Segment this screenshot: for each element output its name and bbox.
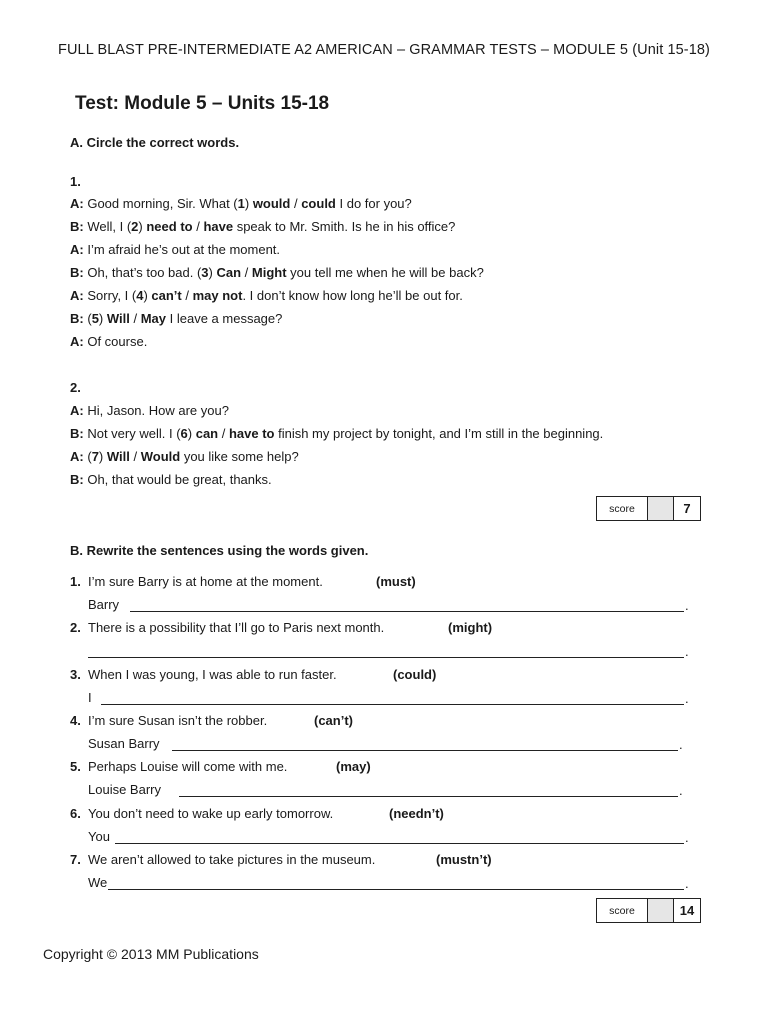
option-word[interactable]: can’t — [151, 288, 182, 303]
keyword-hint: (may) — [336, 759, 371, 775]
answer-period: . — [685, 690, 689, 706]
answer-period: . — [679, 783, 683, 799]
option-word[interactable]: have — [203, 219, 234, 234]
dialogue-text: Oh, that would be great, thanks. — [87, 472, 272, 487]
keyword-hint: (might) — [448, 620, 493, 636]
score-entry-field[interactable] — [648, 497, 674, 520]
dialogue-text: . I don’t know how long he’ll be out for. — [242, 288, 463, 303]
option-word[interactable]: Will — [106, 311, 130, 326]
option-word[interactable]: 5 — [91, 311, 99, 326]
question-sentence: When I was young, I was able to run faster. — [88, 666, 337, 682]
answer-start: We — [88, 874, 108, 890]
answer-start: Barry — [88, 597, 120, 612]
dialogue-line — [70, 196, 412, 211]
keyword-hint: (can’t) — [314, 712, 353, 728]
question-number: 7. — [70, 851, 81, 867]
keyword-hint: (must) — [376, 574, 416, 589]
rewrite-question — [70, 574, 416, 589]
score-entry-field[interactable] — [648, 899, 674, 922]
rewrite-question — [70, 805, 444, 821]
rewrite-question — [70, 759, 371, 775]
dialogue-line — [70, 426, 603, 441]
speaker-label: B: — [70, 219, 88, 234]
question-sentence: You don’t need to wake up early tomorrow. — [88, 805, 334, 821]
option-word[interactable]: May — [140, 311, 167, 326]
option-word[interactable]: Will — [106, 449, 130, 464]
dialogue-text: Oh, that’s too bad. ( — [87, 265, 202, 280]
question-number: 5. — [70, 759, 81, 775]
dialogue-text: speak to Mr. Smith. Is he in his office? — [233, 219, 456, 234]
answer-line[interactable] — [101, 704, 684, 705]
dialogue-text: / — [129, 311, 141, 326]
option-word[interactable]: have to — [228, 426, 275, 441]
dialogue-line — [70, 472, 272, 487]
dialogue-line — [70, 311, 282, 326]
score-box-a — [596, 496, 701, 521]
dialogue-text: / — [241, 265, 252, 280]
dialogue-text: ) — [244, 196, 253, 211]
answer-start: You — [88, 828, 110, 844]
dialogue-text: finish my project by tonight, and I’m still in the beginning. — [274, 426, 604, 441]
page-header: FULL BLAST PRE-INTERMEDIATE A2 AMERICAN – GRAMMAR TESTS – MODULE 5 (Unit 15-18) — [58, 42, 710, 58]
dialogue-line — [70, 265, 484, 280]
question-number: 2. — [70, 620, 81, 636]
question-number: 4. — [70, 712, 81, 728]
dialogue-text: / — [181, 288, 193, 303]
option-word[interactable]: 2 — [131, 219, 139, 234]
dialogue-text: I’m afraid he’s out at the moment. — [87, 242, 281, 257]
option-word[interactable]: 1 — [237, 196, 245, 211]
dialogue-text: / — [218, 426, 229, 441]
rewrite-question — [70, 851, 492, 867]
dialogue-text: ) — [187, 426, 196, 441]
keyword-hint: (mustn’t) — [436, 851, 492, 867]
answer-period: . — [685, 644, 689, 660]
option-word[interactable]: 3 — [201, 265, 209, 280]
speaker-label: B: — [70, 426, 88, 441]
question-sentence: I’m sure Barry is at home at the moment. — [88, 574, 323, 589]
dialogue-text: / — [129, 449, 141, 464]
option-word[interactable]: 6 — [180, 426, 188, 441]
dialogue-text: / — [290, 196, 302, 211]
dialogue-text: Not very well. I ( — [87, 426, 181, 441]
dialogue-1-number: 1. — [70, 174, 81, 189]
answer-period: . — [685, 598, 689, 613]
answer-period: . — [685, 875, 689, 891]
score-value: 14 — [679, 903, 695, 918]
answer-line[interactable] — [88, 657, 684, 658]
speaker-label: B: — [70, 311, 88, 326]
dialogue-line — [70, 242, 280, 257]
dialogue-text: you tell me when he will be back? — [286, 265, 484, 280]
dialogue-line — [70, 403, 229, 418]
dialogue-text: Hi, Jason. How are you? — [87, 403, 229, 418]
dialogue-text: Good morning, Sir. What ( — [87, 196, 238, 211]
answer-start: Susan Barry — [88, 735, 160, 751]
dialogue-text: ) — [208, 265, 217, 280]
answer-line[interactable] — [115, 843, 684, 844]
option-word[interactable]: would — [252, 196, 291, 211]
answer-line[interactable] — [130, 611, 685, 612]
speaker-label: A: — [70, 288, 88, 303]
speaker-label: A: — [70, 334, 88, 349]
dialogue-line — [70, 449, 299, 464]
speaker-label: A: — [70, 196, 88, 211]
dialogue-text: I leave a message? — [166, 311, 283, 326]
answer-period: . — [679, 736, 683, 752]
dialogue-text: ) — [143, 288, 152, 303]
question-number: 6. — [70, 805, 81, 821]
section-a-heading: A. Circle the correct words. — [70, 135, 240, 150]
dialogue-text: Sorry, I ( — [87, 288, 137, 303]
dialogue-line — [70, 219, 455, 234]
speaker-label: A: — [70, 449, 88, 464]
question-sentence: We aren’t allowed to take pictures in the museum. — [88, 851, 376, 867]
answer-period: . — [685, 829, 689, 845]
dialogue-text: ( — [87, 449, 92, 464]
dialogue-2-number: 2. — [70, 380, 81, 395]
option-word[interactable]: Might — [251, 265, 287, 280]
test-title: Test: Module 5 – Units 15-18 — [75, 93, 330, 114]
dialogue-text: ) — [98, 449, 107, 464]
score-label: score — [597, 497, 648, 520]
option-word[interactable]: Would — [140, 449, 181, 464]
dialogue-text: / — [192, 219, 204, 234]
dialogue-text: ( — [87, 311, 92, 326]
answer-line[interactable] — [108, 889, 684, 890]
rewrite-question — [70, 666, 437, 682]
copyright-footer: Copyright © 2013 MM Publications — [43, 946, 259, 962]
speaker-label: A: — [70, 242, 88, 257]
answer-start: Louise Barry — [88, 782, 161, 798]
option-word[interactable]: can — [195, 426, 219, 441]
dialogue-text: Well, I ( — [87, 219, 132, 234]
score-value: 7 — [683, 501, 691, 516]
rewrite-question — [70, 712, 353, 728]
question-number: 3. — [70, 666, 81, 682]
question-sentence: I’m sure Susan isn’t the robber. — [88, 712, 268, 728]
rewrite-question — [70, 620, 493, 636]
speaker-label: B: — [70, 472, 88, 487]
answer-line[interactable] — [179, 796, 678, 797]
score-box-b — [596, 898, 701, 923]
option-word[interactable]: 7 — [91, 449, 99, 464]
option-word[interactable]: need to — [146, 219, 193, 234]
dialogue-text: ) — [138, 219, 147, 234]
question-number: 1. — [70, 574, 81, 589]
answer-start: I — [88, 689, 92, 705]
option-word[interactable]: Can — [216, 265, 242, 280]
dialogue-text: you like some help? — [180, 449, 299, 464]
keyword-hint: (needn’t) — [389, 805, 444, 821]
dialogue-line — [70, 334, 147, 349]
keyword-hint: (could) — [393, 666, 437, 682]
section-b-heading: B. Rewrite the sentences using the words given. — [70, 543, 369, 558]
speaker-label: B: — [70, 265, 88, 280]
answer-line[interactable] — [172, 750, 678, 751]
option-word[interactable]: could — [301, 196, 336, 211]
dialogue-text: Of course. — [87, 334, 148, 349]
score-label: score — [597, 899, 648, 922]
dialogue-line — [70, 288, 463, 303]
dialogue-text: ) — [98, 311, 107, 326]
question-sentence: Perhaps Louise will come with me. — [88, 759, 288, 775]
dialogue-text: I do for you? — [335, 196, 412, 211]
speaker-label: A: — [70, 403, 88, 418]
question-sentence: There is a possibility that I’ll go to Paris next month. — [88, 620, 385, 636]
option-word[interactable]: 4 — [136, 288, 144, 303]
option-word[interactable]: may not — [192, 288, 243, 303]
